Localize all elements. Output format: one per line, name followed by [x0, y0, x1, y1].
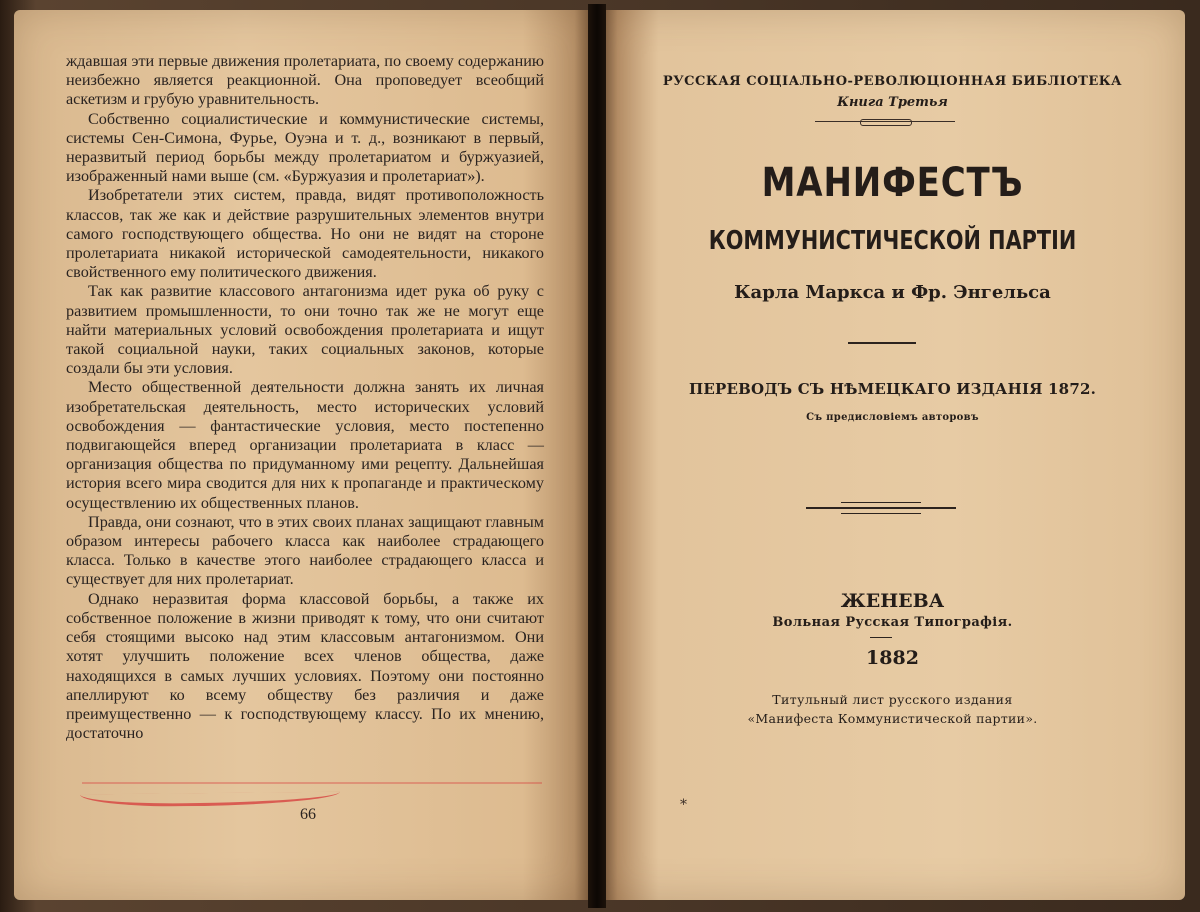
page-number: 66 [300, 806, 316, 823]
paragraph-2: Собственно социалистические и коммунистические системы, системы Сен-Симона, Фурье, Оуэна и т. д., возникают в первый, неразвитый период борьбы между пролетариатом и буржуазией, изображенный нами выше (см. «Буржуазия и пролетариат»). [66, 109, 544, 186]
red-underline-faint [82, 776, 542, 784]
caption-line-1: Титульный лист русского издания [772, 692, 1013, 707]
paragraph-5: Место общественной деятельности должна занять их личная изобретательская деятельность, место исторических условий освобождения — фантастические условия, место постепенно подвигающейся вперед организации пролетариата в класс — организация общества по придуманному ими рецепту. Дальнейшая история всего мира сводится для них к пропаганде и практическому осуществлению их общественных планов. [66, 378, 544, 512]
caption-line-2: «Манифеста Коммунистической партии». [747, 711, 1038, 726]
ornament-divider [815, 121, 955, 128]
city-name: ЖЕНЕВА [840, 590, 945, 612]
paragraph-3: Изобретатели этих систем, правда, видят противоположность классов, так же как и действие разрушительных элементов внутри самого господствующего общества. Но они не видят на стороне пролетариата никакой исторической самодеятельности, никакого свойственного ему политического движения. [66, 186, 544, 282]
paragraph-6: Правда, они сознают, что в этих своих планах защищают главным образом интересы рабочего класса как наиболее страдающего класса. Только в качестве этого наиболее страдающего класса и существует для них пролетариат. [66, 512, 544, 589]
publication-year: 1882 [866, 647, 919, 669]
preface-line: Съ предисловіемъ авторовъ [806, 412, 979, 423]
press-name: Вольная Русская Типографія. [772, 615, 1013, 630]
translation-line: ПЕРЕВОДЪ СЪ НѢМЕЦКАГО ИЗДАНІЯ 1872. [688, 380, 1097, 398]
tiny-rule [870, 637, 892, 638]
paragraph-4: Так как развитие классового антагонизма идет рука об руку с развитием промышленности, то они точно так же не могут еще найти материальных условий освобождения пролетариата и ищут такой социальной науки, таких социальных законов, которые создали бы эти условия. [66, 282, 544, 378]
right-page [600, 10, 1185, 900]
triple-rule [806, 502, 956, 516]
asterisk-mark: * [680, 797, 687, 813]
short-rule [848, 342, 916, 344]
authors-line: Карла Маркса и Фр. Энгельса [734, 282, 1051, 303]
paragraph-1: ждавшая эти первые движения пролетариата, по своему содержанию неизбежно является реакционной. Она проповедует всеобщий аскетизм и грубую уравнительность. [66, 52, 544, 109]
series-title: РУССКАЯ СОЦІАЛЬНО-РЕВОЛЮЦІОННАЯ БИБЛІОТЕКА [662, 74, 1123, 89]
left-page-text [66, 52, 544, 743]
main-subtitle: КОММУНИСТИЧЕСКОЙ ПАРТІИ [708, 226, 1077, 256]
paragraph-7: Однако неразвитая форма классовой борьбы, а также их собственное положение в жизни приводят к тому, что они считают себя стоящими высоко над этим классовым антагонизмом. Они хотят улучшить положение всех членов общества, даже находящихся в самых лучших условиях. Поэтому они постоянно апеллируют ко всему обществу без различия и даже преимущественно — к господствующему классу. По их мнению, достаточно [66, 589, 544, 743]
book-number: Книга Третья [837, 95, 948, 110]
main-title: МАНИФЕСТЪ [761, 160, 1024, 206]
book-gutter [588, 4, 606, 908]
